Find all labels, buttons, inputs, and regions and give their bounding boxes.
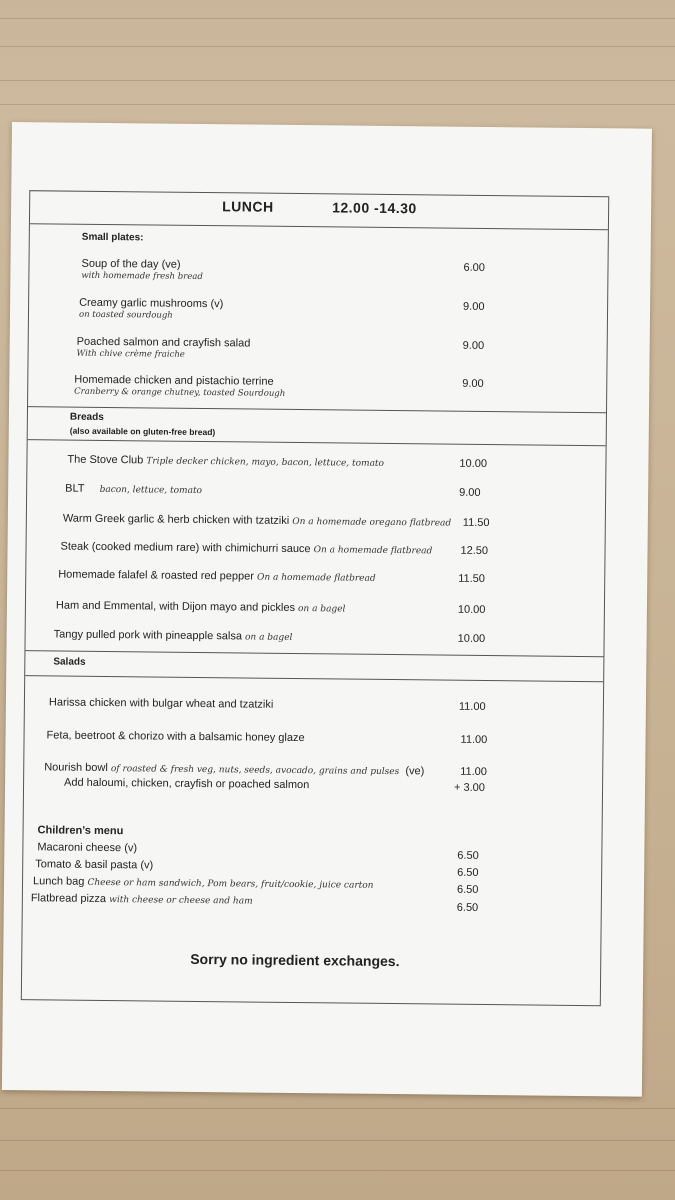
item-name: The Stove Club Triple decker chicken, mayo, bacon, lettuce, tomato <box>67 453 385 469</box>
item-desc: with homemade fresh bread <box>81 270 203 283</box>
menu-frame <box>21 190 609 1006</box>
item-price: 6.50 <box>457 866 479 879</box>
item-price: 11.50 <box>462 516 490 530</box>
item-price: 11.50 <box>458 572 486 585</box>
item-price: 11.00 <box>460 733 488 747</box>
item-price: 6.50 <box>456 901 479 914</box>
item-name: Creamy garlic mushrooms (v) <box>79 296 224 311</box>
item-name: Tangy pulled pork with pineapple salsa on a bagel <box>53 628 293 643</box>
item-price: 6.50 <box>457 849 479 862</box>
item-price: 10.00 <box>457 632 486 645</box>
item-price: 9.00 <box>459 486 481 499</box>
item-name: Flatbread pizza with cheese or cheese and ham <box>30 892 253 907</box>
breads-heading: Breads <box>69 411 104 423</box>
breads-subheading: (also available on gluten-free bread) <box>69 425 216 438</box>
item-price: 6.00 <box>463 261 485 274</box>
item-price: 11.00 <box>460 765 488 779</box>
item-name: Steak (cooked medium rare) with chimichurri sauce On a homemade flatbread <box>60 540 433 557</box>
small-plates-heading: Small plates: <box>81 231 144 244</box>
item-name: Harissa chicken with bulgar wheat and tzatziki <box>48 696 274 711</box>
children-menu-heading: Children’s menu <box>37 824 124 838</box>
menu-title: LUNCH <box>222 198 274 215</box>
item-name: Homemade chicken and pistachio terrine <box>74 373 274 388</box>
addon-name: Add haloumi, chicken, crayfish or poached salmon <box>64 776 310 792</box>
item-name: Lunch bag Cheese or ham sandwich, Pom bears, fruit/cookie, juice carton <box>32 875 374 891</box>
item-desc: Cranberry & orange chutney, toasted Sourdough <box>74 386 286 399</box>
item-desc: on toasted sourdough <box>78 309 173 321</box>
item-name: Ham and Emmental, with Dijon mayo and pickles on a bagel <box>55 599 346 615</box>
item-price: 6.50 <box>456 883 479 896</box>
menu-paper <box>2 122 652 1097</box>
item-name: Feta, beetroot & chorizo with a balsamic honey glaze <box>46 729 305 745</box>
item-name: Poached salmon and crayfish salad <box>76 335 251 350</box>
salads-heading: Salads <box>53 656 86 668</box>
item-price: 10.00 <box>459 457 488 470</box>
item-name: Nourish bowl of roasted & fresh veg, nuts, seeds, avocado, grains and pulses (ve) <box>44 761 425 778</box>
item-name: Warm Greek garlic & herb chicken with tzatziki On a homemade oregano flatbread <box>62 512 452 529</box>
menu-hours: 12.00 -14.30 <box>332 199 417 217</box>
item-name: Tomato & basil pasta (v) <box>35 858 154 872</box>
item-name: BLT bacon, lettuce, tomato <box>65 482 203 497</box>
addon-price: + 3.00 <box>453 781 486 794</box>
item-name: Soup of the day (ve) <box>81 257 181 271</box>
item-desc: With chive crème fraiche <box>76 348 185 360</box>
item-price: 12.50 <box>460 544 489 558</box>
ingredient-note: Sorry no ingredient exchanges. <box>190 950 400 970</box>
item-price: 10.00 <box>457 603 486 616</box>
item-price: 9.00 <box>462 377 484 390</box>
item-price: 11.00 <box>458 700 486 713</box>
item-name: Homemade falafel & roasted red pepper On a homemade flatbread <box>58 568 376 584</box>
item-price: 9.00 <box>463 300 485 313</box>
item-name: Macaroni cheese (v) <box>37 841 138 855</box>
item-price: 9.00 <box>462 339 485 352</box>
